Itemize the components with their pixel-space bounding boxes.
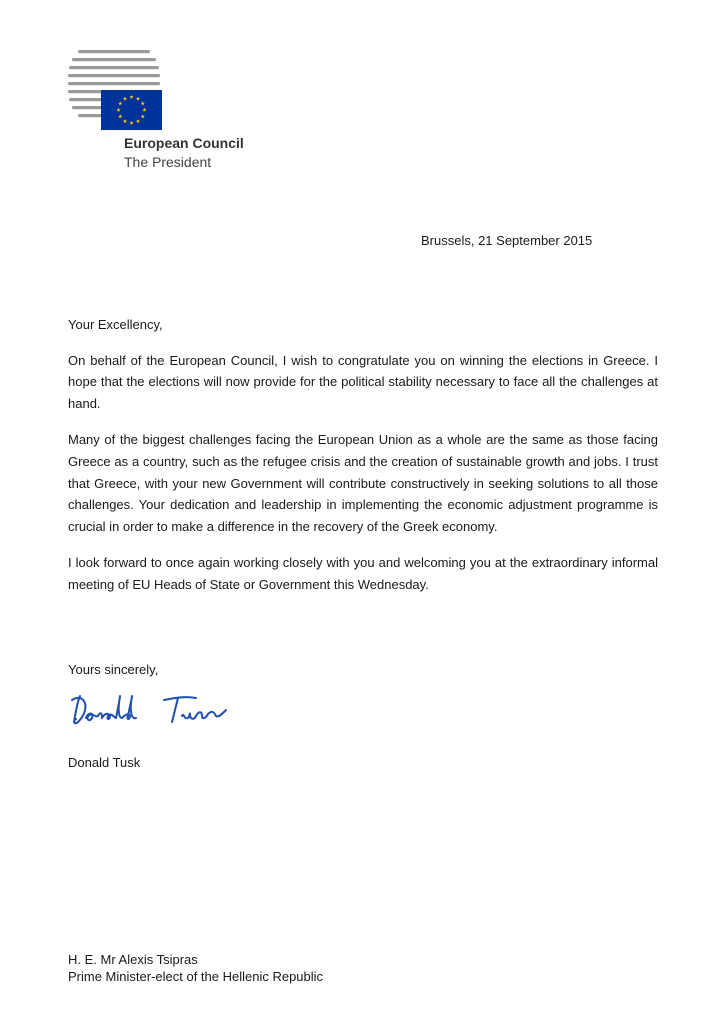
closing: Yours sincerely,	[68, 662, 159, 677]
letter-date: Brussels, 21 September 2015	[421, 233, 593, 248]
logo-stripe	[68, 74, 160, 77]
letterhead	[124, 134, 244, 172]
organization-name: European Council	[124, 135, 244, 151]
logo-stripe	[69, 66, 159, 69]
logo-stripe	[68, 82, 160, 85]
recipient-title: Prime Minister-elect of the Hellenic Republic	[68, 969, 324, 984]
recipient-block	[68, 951, 323, 985]
paragraph-2: Many of the biggest challenges facing the European Union as a whole are the same as those facing Greece as a country, such as the refugee crisis and the creation of sustainable growth and jobs. I trust that Greece, with your new Government will contribute constructively in seeking solutions to all those challenges. Your dedication and leadership in implementing the economic adjustment programme is crucial in order to make a difference in the recovery of the Greek economy.	[68, 432, 658, 534]
paragraph-1: On behalf of the European Council, I wish to congratulate you on winning the elections in Greece. I hope that the elections will now provide for the political stability necessary to face all the challenges at hand.	[68, 352, 658, 411]
organization-role: The President	[124, 154, 212, 170]
handwritten-signature	[66, 688, 266, 738]
signatory-name: Donald Tusk	[68, 755, 141, 770]
logo-stripe	[78, 50, 150, 53]
letter-body	[68, 314, 658, 611]
recipient-name: H. E. Mr Alexis Tsipras	[68, 952, 198, 967]
logo-graphic	[68, 46, 168, 132]
salutation: Your Excellency,	[68, 317, 163, 332]
logo-stripe	[72, 58, 156, 61]
paragraph-3: I look forward to once again working closely with you and welcoming you at the extraordinary informal meeting of EU Heads of State or Government this Wednesday.	[68, 555, 658, 592]
european-council-logo-icon	[68, 46, 168, 132]
signature-graphic	[66, 688, 266, 738]
